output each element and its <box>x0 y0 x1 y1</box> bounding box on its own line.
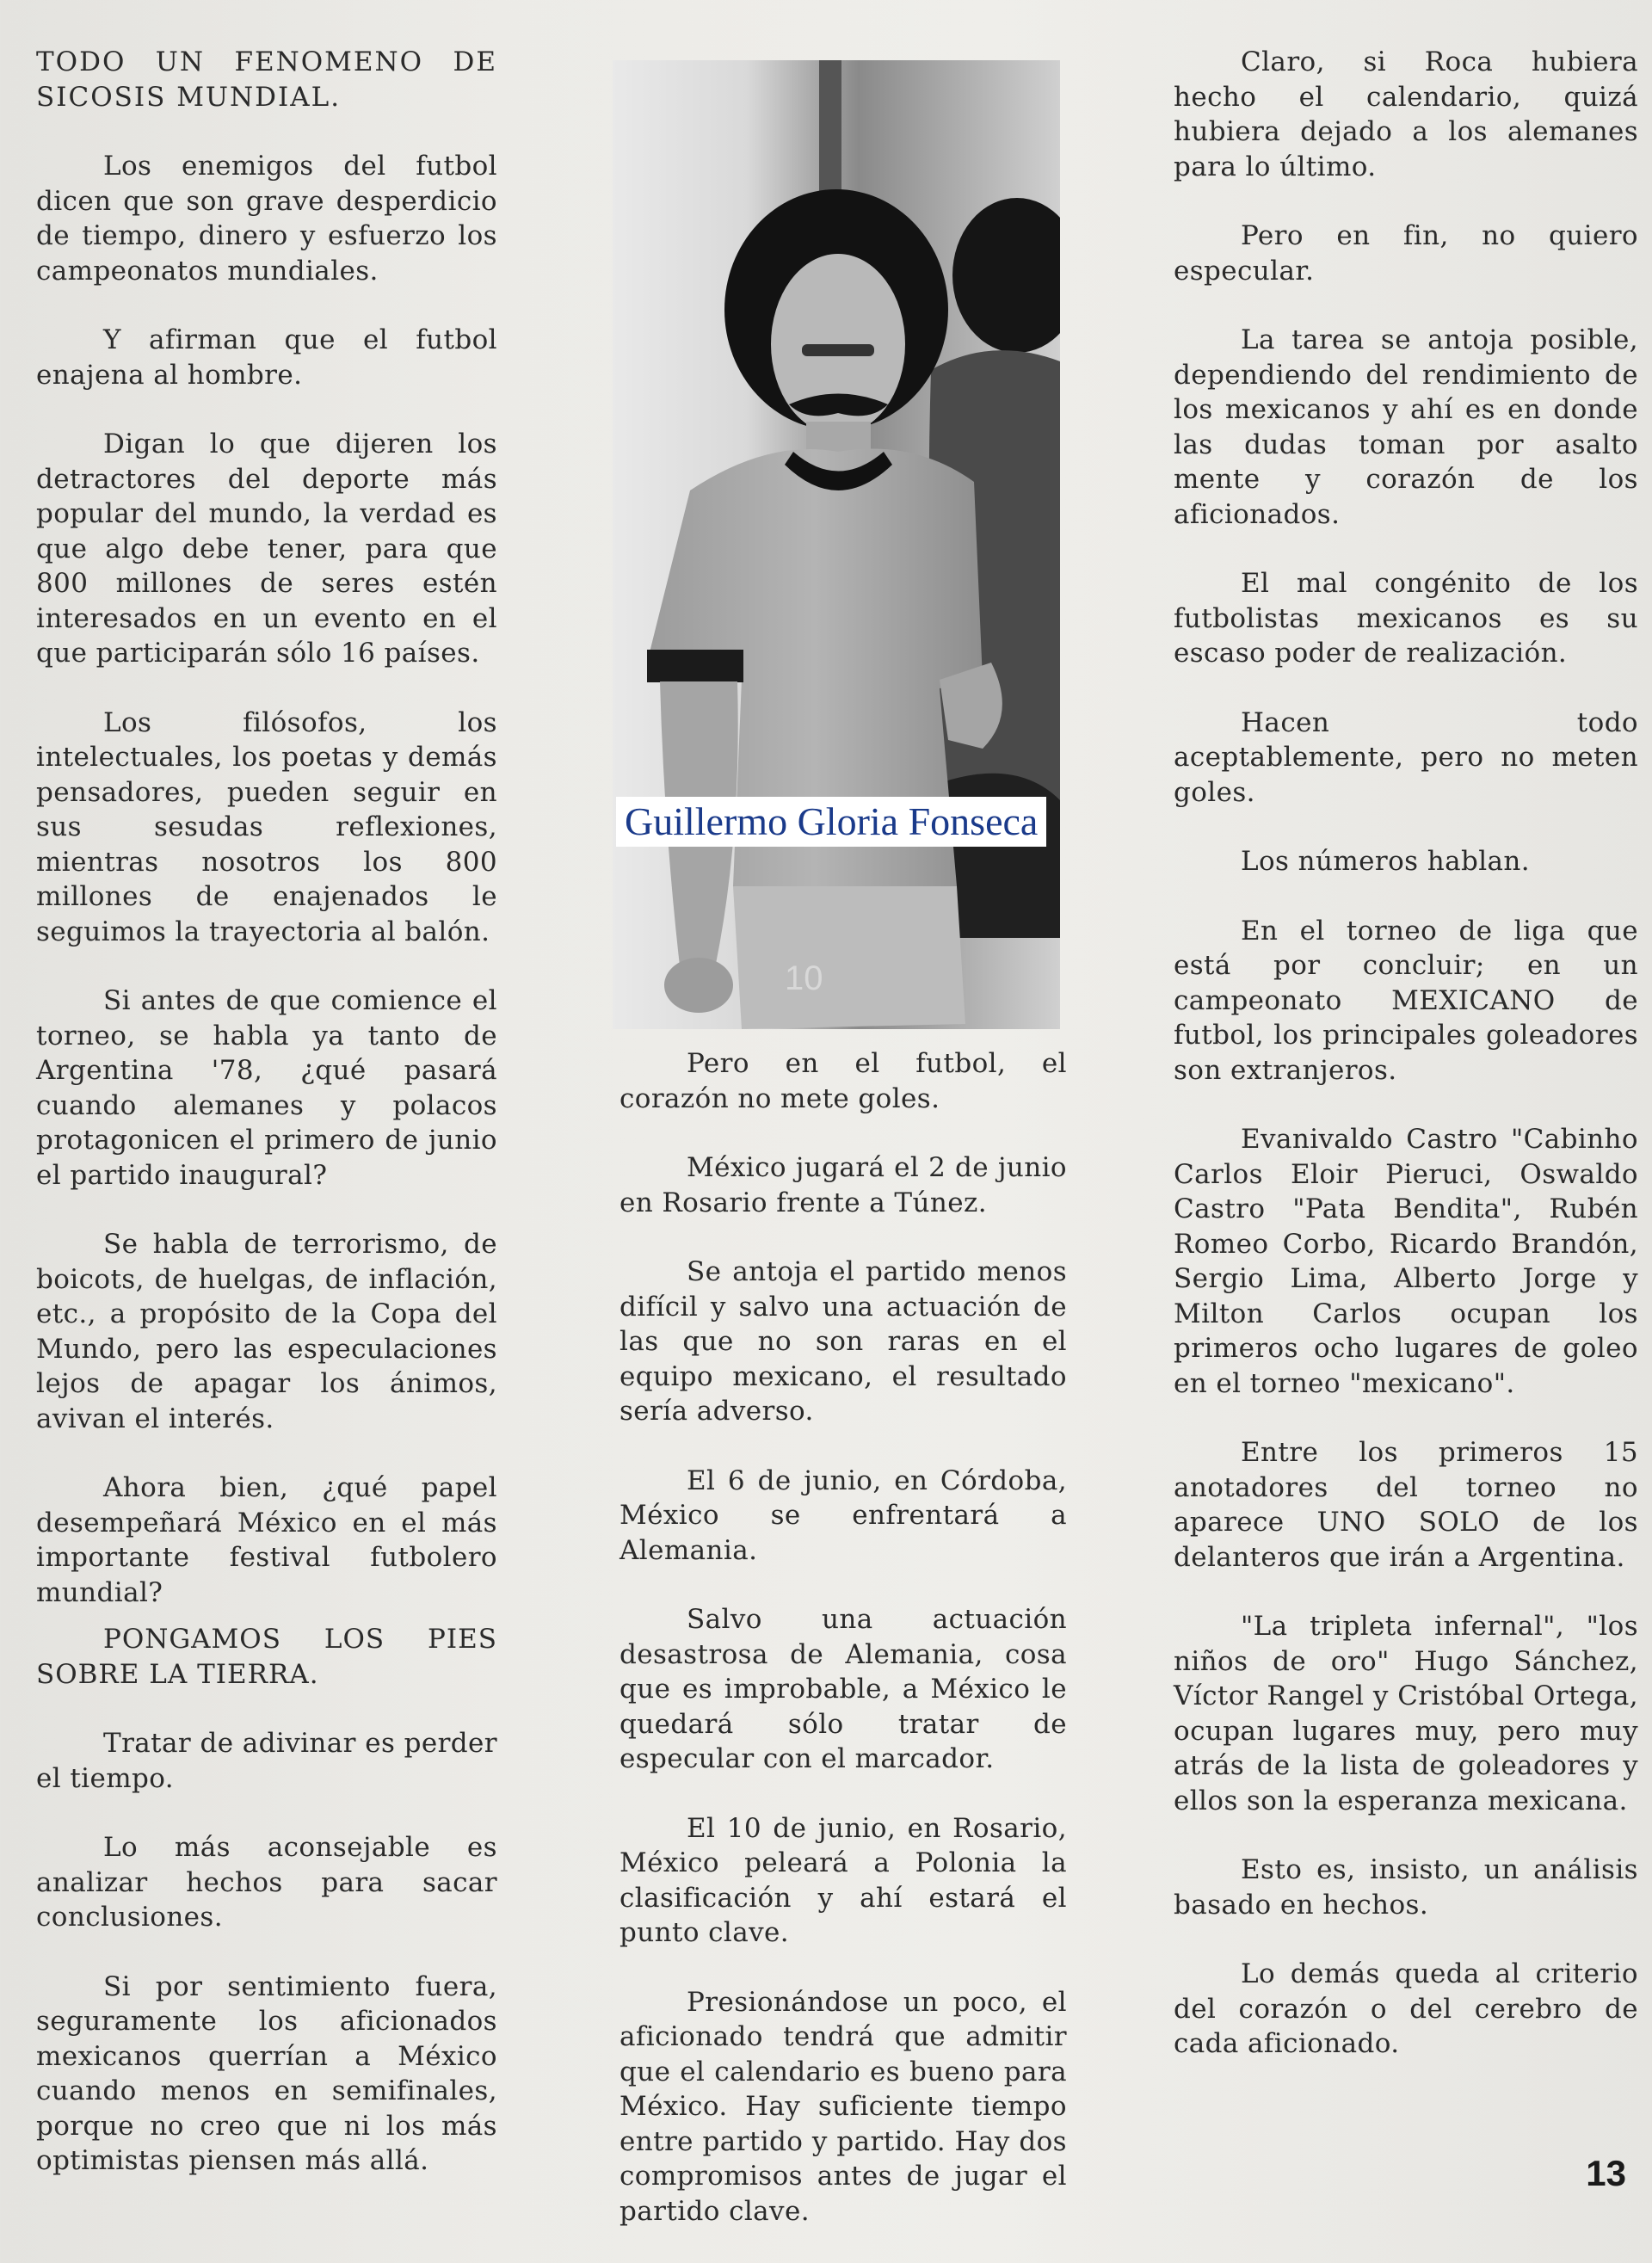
paragraph: "La tripleta infernal", "los niños de oro" Hugo Sánchez, Víctor Rangel y Cristóbal Ortega, ocupan lugares muy, pero muy atrás de la lista de goleadores y ellos son la esperanza mexicana. <box>1174 1611 1638 1816</box>
paragraph: México jugará el 2 de junio en Rosario frente a Túnez. <box>620 1152 1067 1218</box>
paragraph: Pero en el futbol, el corazón no mete goles. <box>620 1048 1067 1114</box>
paragraph: Digan lo que dijeren los detractores del deporte más popular del mundo, la verdad es que algo debe tener, para que 800 millones de seres estén interesados en un evento en el que participarán sólo 16 países. <box>36 429 497 669</box>
paragraph: Evanivaldo Castro "Cabinho Carlos Eloir Pieruci, Oswaldo Castro "Pata Bendita", Rubén Romeo Corbo, Ricardo Brandón, Sergio Lima, Alberto Jorge y Milton Carlos ocupan los primeros ocho lugares de goleo en el torneo "mexicano". <box>1174 1124 1638 1399</box>
paragraph: Y afirman que el futbol enajena al hombre. <box>36 324 497 391</box>
paragraph: Entre los primeros 15 anotadores del torneo no aparece UNO SOLO de los delanteros que irán a Argentina. <box>1174 1437 1638 1573</box>
paragraph: Se habla de terrorismo, de boicots, de huelgas, de inflación, etc., a propósito de la Copa del Mundo, pero las especulaciones lejos de apagar los ánimos, avivan el interés. <box>36 1229 497 1434</box>
left-column <box>36 45 497 2213</box>
paragraph: Claro, si Roca hubiera hecho el calendario, quizá hubiera dejado a los alemanes para lo último. <box>1174 46 1638 182</box>
paragraph: Si antes de que comience el torneo, se habla ya tanto de Argentina '78, ¿qué pasará cuando alemanes y polacos protagonicen el primero de junio el partido inaugural? <box>36 985 497 1191</box>
paragraph: Ahora bien, ¿qué papel desempeñará México en el más importante festival futbolero mundial? <box>36 1472 497 1608</box>
paragraph: El mal congénito de los futbolistas mexicanos es su escaso poder de realización. <box>1174 568 1638 669</box>
paragraph: Los números hablan. <box>1241 846 1531 877</box>
paragraph: Lo demás queda al criterio del corazón o del cerebro de cada aficionado. <box>1174 1958 1638 2059</box>
paragraph: El 6 de junio, en Córdoba, México se enfrentará a Alemania. <box>620 1464 1067 1566</box>
paragraph: Pero en fin, no quiero especular. <box>1174 220 1638 287</box>
paragraph: Los enemigos del futbol dicen que son grave desperdicio de tiempo, dinero y esfuerzo los campeonatos mundiales. <box>36 151 497 287</box>
paragraph: En el torneo de liga que está por concluir; en un campeonato MEXICANO de futbol, los principales goleadores son extranjeros. <box>1174 915 1638 1086</box>
page-number: 13 <box>1586 2153 1626 2193</box>
right-column <box>1174 45 1638 2096</box>
paragraph: Hacen todo aceptablemente, pero no meten goles. <box>1174 706 1638 808</box>
paragraph: Salvo una actuación desastrosa de Alemania, cosa que es improbable, a México le quedará sólo tratar de especular con el marcador. <box>620 1604 1067 1774</box>
section-heading: PONGAMOS LOS PIES SOBRE LA TIERRA. <box>36 1624 497 1690</box>
paragraph: Presionándose un poco, el aficionado tendrá que admitir que el calendario es bueno para México. Hay suficiente tiempo entre partido y partido. Hay dos compromisos antes de jugar el partido clave. <box>620 1986 1067 2227</box>
middle-column <box>620 1046 1067 2263</box>
paragraph: Lo más aconsejable es analizar hechos para sacar conclusiones. <box>36 1832 497 1933</box>
photo-caption: Guillermo Gloria Fonseca <box>616 797 1046 847</box>
paragraph: Los filósofos, los intelectuales, los poetas y demás pensadores, pueden seguir en sus sesudas reflexiones, mientras nosotros los 800 millones de enajenados le seguimos la trayectoria al balón. <box>36 706 497 947</box>
player-photo <box>613 60 1060 1029</box>
paragraph: Tratar de adivinar es perder el tiempo. <box>36 1728 497 1794</box>
paragraph: Se antoja el partido menos difícil y salvo una actuación de las que no son raras en el equipo mexicano, el resultado sería adverso. <box>620 1256 1067 1427</box>
paragraph: Esto es, insisto, un análisis basado en hechos. <box>1174 1854 1638 1921</box>
jersey-number: 10 <box>785 959 823 997</box>
paragraph: La tarea se antoja posible, dependiendo del rendimiento de los mexicanos y ahí es en donde las dudas toman por asalto mente y corazón de los aficionados. <box>1174 324 1638 530</box>
player-photo-image <box>613 60 1060 1029</box>
paragraph: El 10 de junio, en Rosario, México peleará a Polonia la clasificación y ahí estará el punto clave. <box>620 1812 1067 1948</box>
paragraph: Si por sentimiento fuera, seguramente los aficionados mexicanos querrían a México cuando menos en semifinales, porque no creo que ni los más optimistas piensen más allá. <box>36 1970 497 2176</box>
section-heading: TODO UN FENOMENO DE SICOSIS MUNDIAL. <box>36 46 497 113</box>
